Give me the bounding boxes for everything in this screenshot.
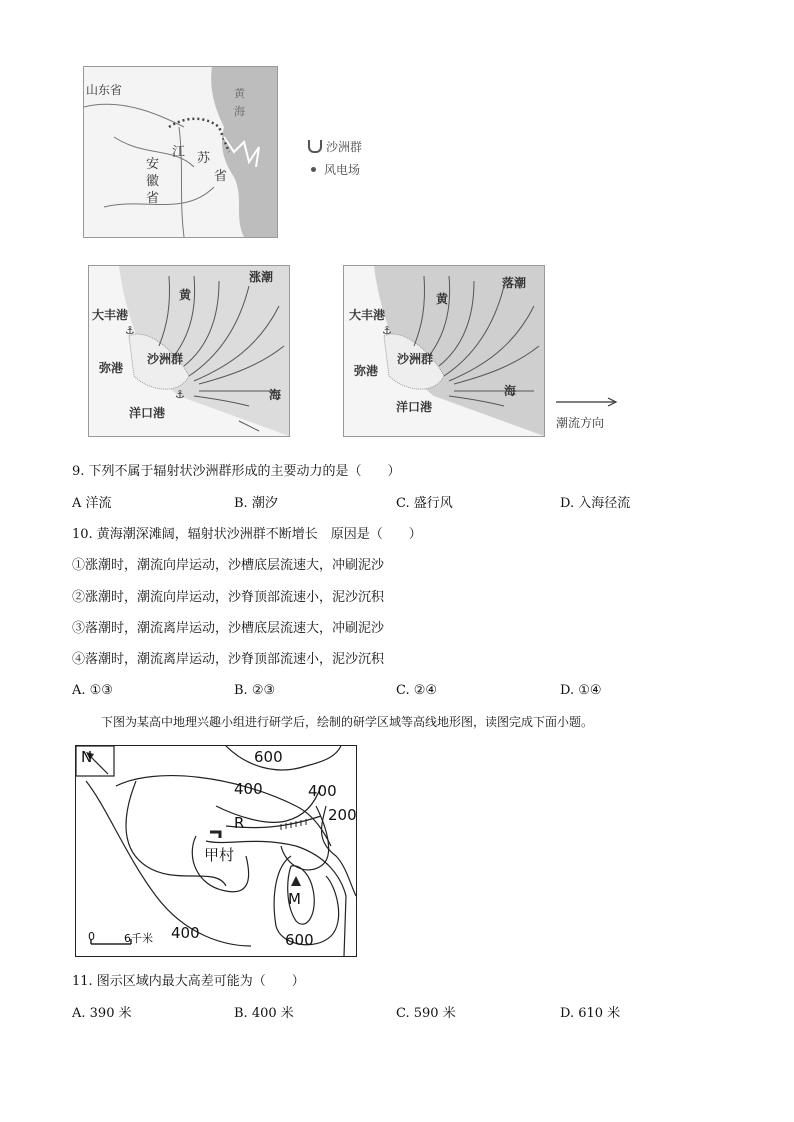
q11-stem: 11. 图示区域内最大高差可能为（ ）	[72, 974, 305, 989]
falling-dafeng-anchor-icon: ⚓	[382, 324, 392, 337]
windfarm-icon	[311, 167, 316, 172]
q9-option-b[interactable]: B. 潮汐	[234, 496, 278, 511]
q10-option-d[interactable]: D. ①④	[560, 683, 602, 698]
label-jiangsu-2: 苏	[197, 151, 211, 166]
rising-yangkou-label: 洋口港	[129, 406, 166, 420]
rising-yangkou-anchor-icon: ⚓	[175, 388, 185, 401]
q9-option-d[interactable]: D. 入海径流	[560, 496, 631, 511]
falling-tide-map	[343, 265, 545, 437]
q10-option-b[interactable]: B. ②③	[234, 683, 276, 698]
q9-option-c[interactable]: C. 盛行风	[396, 496, 453, 511]
rising-sandbar-label: 沙洲群	[147, 352, 184, 366]
falling-sea-label: 海	[504, 384, 517, 398]
label-jiangsu-1: 江	[172, 145, 186, 160]
falling-mi-label: 弥港	[354, 364, 379, 378]
falling-sandbar-label: 沙洲群	[397, 352, 434, 366]
scale-zero-label: 0	[88, 930, 95, 943]
peak-icon	[291, 876, 301, 886]
legend-sandbar: 沙洲群	[326, 140, 363, 154]
contour-label-200: 200	[328, 806, 357, 824]
q10-statement-1: ①涨潮时，潮流向岸运动，沙槽底层流速大，冲刷泥沙	[72, 558, 385, 573]
rising-sea-label: 海	[269, 388, 282, 402]
q10-statement-2: ②涨潮时，潮流向岸运动，沙脊顶部流速小，泥沙沉积	[72, 590, 385, 605]
q10-option-a[interactable]: A. ①③	[72, 683, 113, 698]
region-map-legend	[308, 138, 362, 178]
falling-yangkou-label: 洋口港	[396, 400, 433, 414]
village-label: 甲村	[204, 846, 235, 864]
q9-option-a[interactable]: A 洋流	[72, 496, 112, 511]
q11-option-b[interactable]: B. 400 米	[234, 1006, 294, 1021]
label-sea-2: 海	[234, 105, 245, 118]
q11-option-c[interactable]: C. 590 米	[396, 1006, 456, 1021]
arrow-right-icon	[556, 396, 620, 408]
contour-map	[75, 745, 357, 957]
rising-tide-map	[88, 265, 290, 437]
label-anhui-1: 安	[146, 157, 160, 172]
label-anhui-3: 省	[146, 191, 160, 206]
falling-yellow-label: 黄	[436, 292, 449, 306]
village-icon	[210, 832, 220, 838]
q10-statement-4: ④落潮时，潮流离岸运动，沙脊顶部流速小，泥沙沉积	[72, 652, 385, 667]
label-jiangsu-3: 省	[214, 169, 228, 184]
falling-tide-label: 落潮	[502, 276, 527, 290]
q10-stem: 10. 黄海潮深滩阔，辐射状沙洲群不断增长 原因是（ ）	[72, 527, 422, 542]
rising-tide-label: 涨潮	[249, 270, 274, 284]
peak-label: M	[288, 890, 301, 908]
region-map	[83, 66, 278, 238]
q9-stem: 9. 下列不属于辐射状沙洲群形成的主要动力的是（ ）	[72, 464, 401, 479]
q10-statement-3: ③落潮时，潮流离岸运动，沙槽底层流速大，冲刷泥沙	[72, 621, 385, 636]
falling-dafeng-label: 大丰港	[349, 308, 386, 322]
rising-dafeng-label: 大丰港	[92, 308, 129, 322]
q10-option-c[interactable]: C. ②④	[396, 683, 438, 698]
q11-option-a[interactable]: A. 390 米	[72, 1006, 132, 1021]
label-shandong: 山东省	[86, 83, 123, 97]
contour-label-600-top: 600	[254, 748, 283, 766]
contour-label-400-left: 400	[234, 780, 263, 798]
north-label: N	[81, 748, 93, 766]
q11-option-d[interactable]: D. 610 米	[560, 1006, 621, 1021]
point-r-label: R	[234, 814, 245, 832]
tide-direction-legend	[556, 393, 620, 431]
contour-label-600-bottom: 600	[285, 931, 314, 949]
label-anhui-2: 徽	[146, 174, 160, 189]
contour-intro: 下图为某高中地理兴趣小组进行研学后，绘制的研学区域等高线地形图，读图完成下面小题。	[101, 715, 594, 729]
scale-length-label: 6千米	[124, 932, 153, 945]
label-sea-1: 黄	[234, 87, 245, 100]
legend-windfarm: 风电场	[324, 163, 361, 177]
tide-direction-label: 潮流方向	[556, 416, 605, 430]
rising-mi-label: 弥港	[99, 361, 124, 375]
rising-dafeng-anchor-icon: ⚓	[125, 324, 135, 337]
sandbar-icon	[308, 140, 322, 153]
contour-label-400-right: 400	[308, 782, 337, 800]
rising-yellow-label: 黄	[179, 288, 192, 302]
contour-label-400-bottom: 400	[171, 924, 200, 942]
